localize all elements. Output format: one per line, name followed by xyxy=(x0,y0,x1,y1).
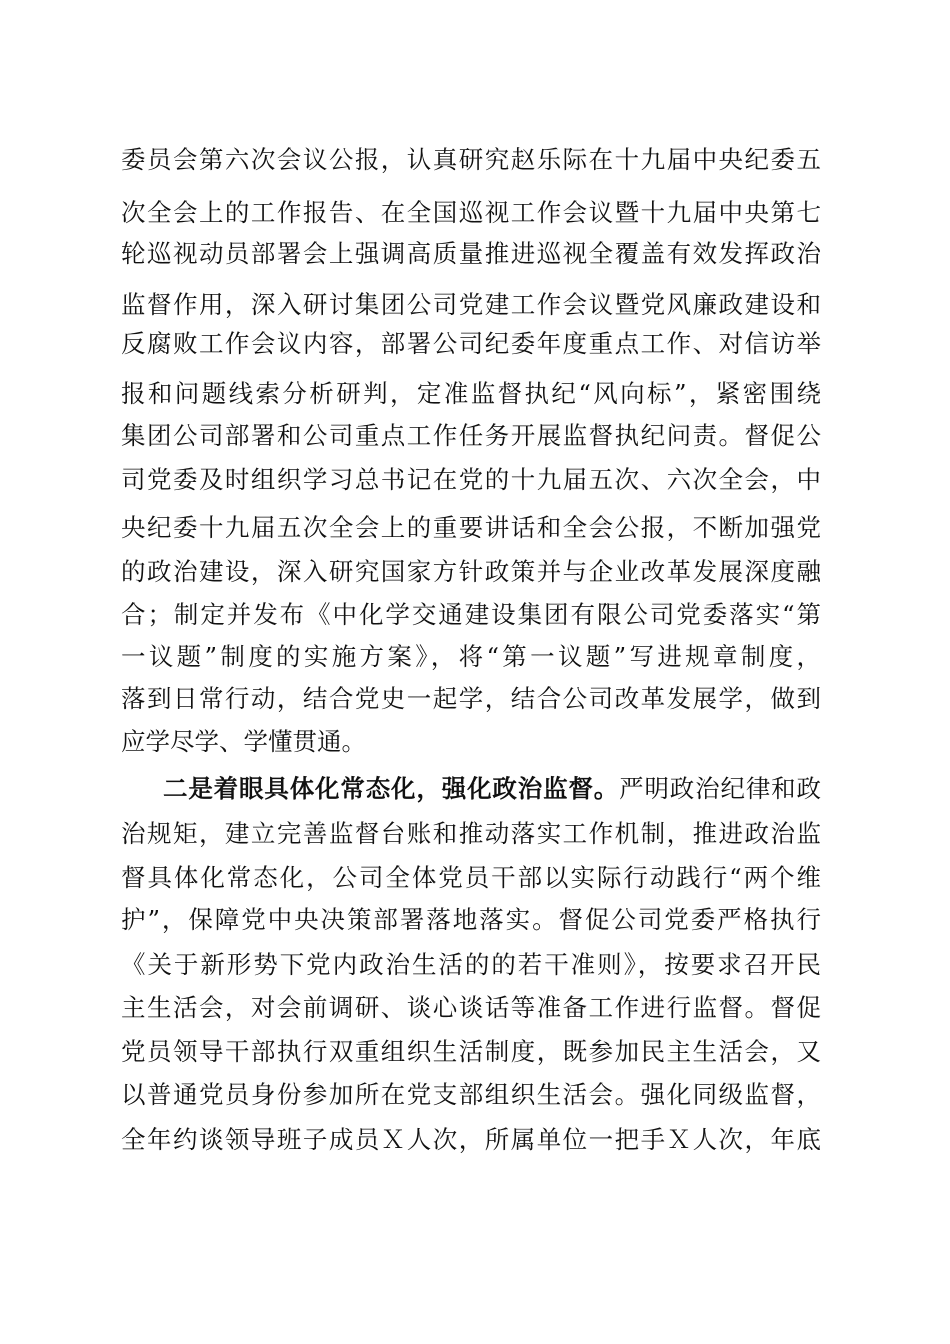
paragraph-2-first-line-rest: 严明政治纪律和政 xyxy=(619,774,821,803)
paragraph-1-line: 落到日常行动，结合党史一起学，结合公司改革发展学，做到 xyxy=(121,684,821,713)
paragraph-1-line: 一议题”制度的实施方案》，将“第一议题”写进规章制度， xyxy=(121,642,821,671)
paragraph-1-line: 合；制定并发布《中化学交通建设集团有限公司党委落实“第 xyxy=(121,600,821,629)
paragraph-2-line: 主生活会，对会前调研、谈心谈话等准备工作进行监督。督促 xyxy=(121,993,821,1022)
paragraph-2-line: 以普通党员身份参加所在党支部组织生活会。强化同级监督， xyxy=(121,1080,821,1109)
paragraph-1-line: 委员会第六次会议公报，认真研究赵乐际在十九届中央纪委五 xyxy=(121,145,821,174)
paragraph-2-heading: 二是着眼具体化常态化，强化政治监督。 xyxy=(163,774,620,803)
paragraph-1-line: 应学尽学、学懂贯通。 xyxy=(121,727,366,756)
paragraph-1-line: 报和问题线索分析研判，定准监督执纪“风向标”，紧密围绕 xyxy=(121,379,821,408)
paragraph-2-first-line xyxy=(163,769,821,809)
paragraph-1-line: 次全会上的工作报告、在全国巡视工作会议暨十九届中央第七 xyxy=(121,198,821,227)
paragraph-2-line: 护”，保障党中央决策部署落地落实。督促公司党委严格执行 xyxy=(121,905,821,934)
paragraph-2-line: 督具体化常态化，公司全体党员干部以实际行动践行“两个维 xyxy=(121,863,821,892)
paragraph-1-line: 司党委及时组织学习总书记在党的十九届五次、六次全会，中 xyxy=(121,465,821,494)
paragraph-2-line: 《关于新形势下党内政治生活的的若干准则》，按要求召开民 xyxy=(121,950,821,979)
paragraph-2-line: 党员领导干部执行双重组织生活制度，既参加民主生活会，又 xyxy=(121,1037,821,1066)
paragraph-1-line: 轮巡视动员部署会上强调高质量推进巡视全覆盖有效发挥政治 xyxy=(121,239,821,268)
paragraph-1-line: 监督作用，深入研讨集团公司党建工作会议暨党风廉政建设和 xyxy=(121,290,821,319)
paragraph-2-line: 治规矩，建立完善监督台账和推动落实工作机制，推进政治监 xyxy=(121,819,821,848)
paragraph-1-line: 反腐败工作会议内容，部署公司纪委年度重点工作、对信访举 xyxy=(121,329,821,358)
paragraph-1-line: 央纪委十九届五次全会上的重要讲话和全会公报，不断加强党 xyxy=(121,513,821,542)
paragraph-1-line: 的政治建设，深入研究国家方针政策并与企业改革发展深度融 xyxy=(121,557,821,586)
paragraph-2-line: 全年约谈领导班子成员Ｘ人次，所属单位一把手Ｘ人次，年底 xyxy=(121,1125,821,1154)
paragraph-1-line: 集团公司部署和公司重点工作任务开展监督执纪问责。督促公 xyxy=(121,421,821,450)
